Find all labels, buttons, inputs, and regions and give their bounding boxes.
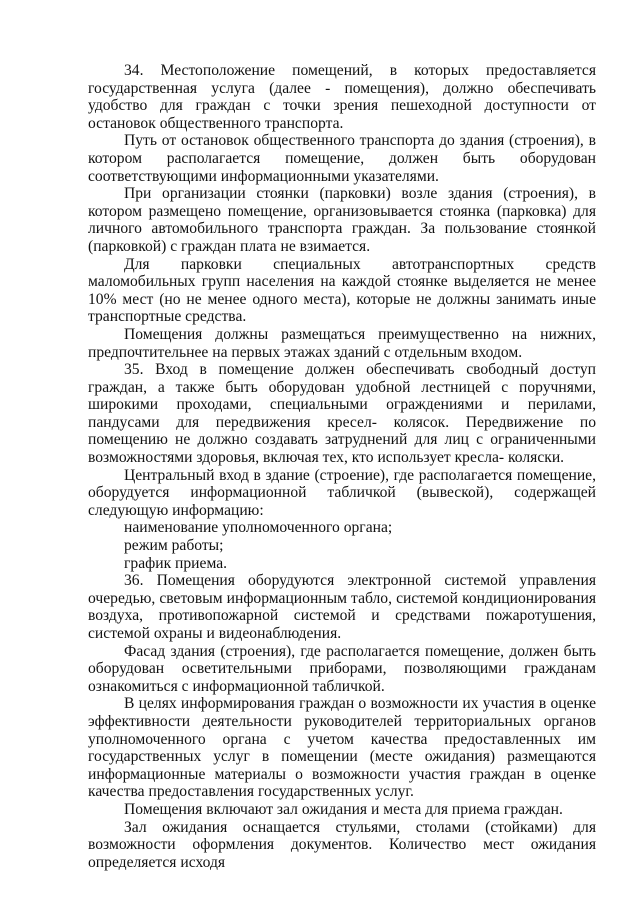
paragraph-floor-placement: Помещения должны размещаться преимущественно на нижних, предпочтительнее на первых этажах зданий с отдельным входом. bbox=[88, 325, 596, 361]
list-item: режим работы; bbox=[124, 537, 224, 555]
paragraph-parking: При организации стоянки (парковки) возле здания (строения), в котором размещено помещение, организовывается стоянка (парковка) для личного автомобильного транспорта граждан. За пользование стоянкой (парковкой) с граждан плата не взимается. bbox=[88, 185, 596, 255]
paragraph-facade: Фасад здания (строения), где располагается помещение, должен быть оборудован осветительными приборами, позволяющими гражданам ознакомиться с информационной табличкой. bbox=[88, 642, 596, 695]
paragraph-36-equipment: 36. Помещения оборудуются электронной системой управления очередью, световым информационным табло, системой кондиционирования воздуха, противопожарной системой и средствами пожаротушения, системой охраны и видеонаблюдения. bbox=[88, 572, 596, 642]
paragraph-route-signs: Путь от остановок общественного транспорта до здания (строения), в котором располагается помещение, должен быть оборудован соответствующими информационными указателями. bbox=[88, 132, 596, 185]
paragraph-special-parking: Для парковки специальных автотранспортных средств маломобильных групп населения на каждой стоянке выделяется не менее 10% мест (но не менее одного места), которые не должны занимать иные транспортные средства. bbox=[88, 255, 596, 326]
paragraph-34-location: 34. Местоположение помещений, в которых предоставляется государственная услуга (далее - помещения), должно обеспечивать удобство для граждан с точки зрения пешеходной доступности от остановок общественного транспорта. bbox=[88, 62, 596, 132]
paragraph-35-entrance: 35. Вход в помещение должен обеспечивать свободный доступ граждан, а также быть оборудован удобной лестницей с поручнями, широкими проходами, специальными ограждениями и перилами, пандусами для передвижения кресел- колясок. Передвижение по помещению не должно создавать затруднений для лиц с ограниченными возможностями здоровья, включая тех, кто использует кресла- коляски. bbox=[88, 361, 596, 467]
paragraph-informing: В целях информирования граждан о возможности их участия в оценке эффективности деятельности руководителей территориальных органов уполномоченного органа с учетом качества предоставленных им государственных услуг в помещении (месте ожидания) размещаются информационные материалы о возможности участия граждан в оценке качества предоставления государственных услуг. bbox=[88, 695, 596, 801]
list-item: график приема. bbox=[124, 554, 228, 572]
list-item: наименование уполномоченного органа; bbox=[124, 519, 393, 537]
paragraph-waiting-hall: Зал ожидания оснащается стульями, столами (стойками) для возможности оформления документов. Количество мест ожидания определяется исходя bbox=[88, 818, 596, 871]
paragraph-premises: Помещения включают зал ожидания и места для приема граждан. bbox=[124, 800, 563, 818]
document-page bbox=[88, 62, 596, 871]
paragraph-central-entrance: Центральный вход в здание (строение), где располагается помещение, оборудуется информационной табличкой (вывеской), содержащей следующую информацию: bbox=[88, 466, 596, 519]
